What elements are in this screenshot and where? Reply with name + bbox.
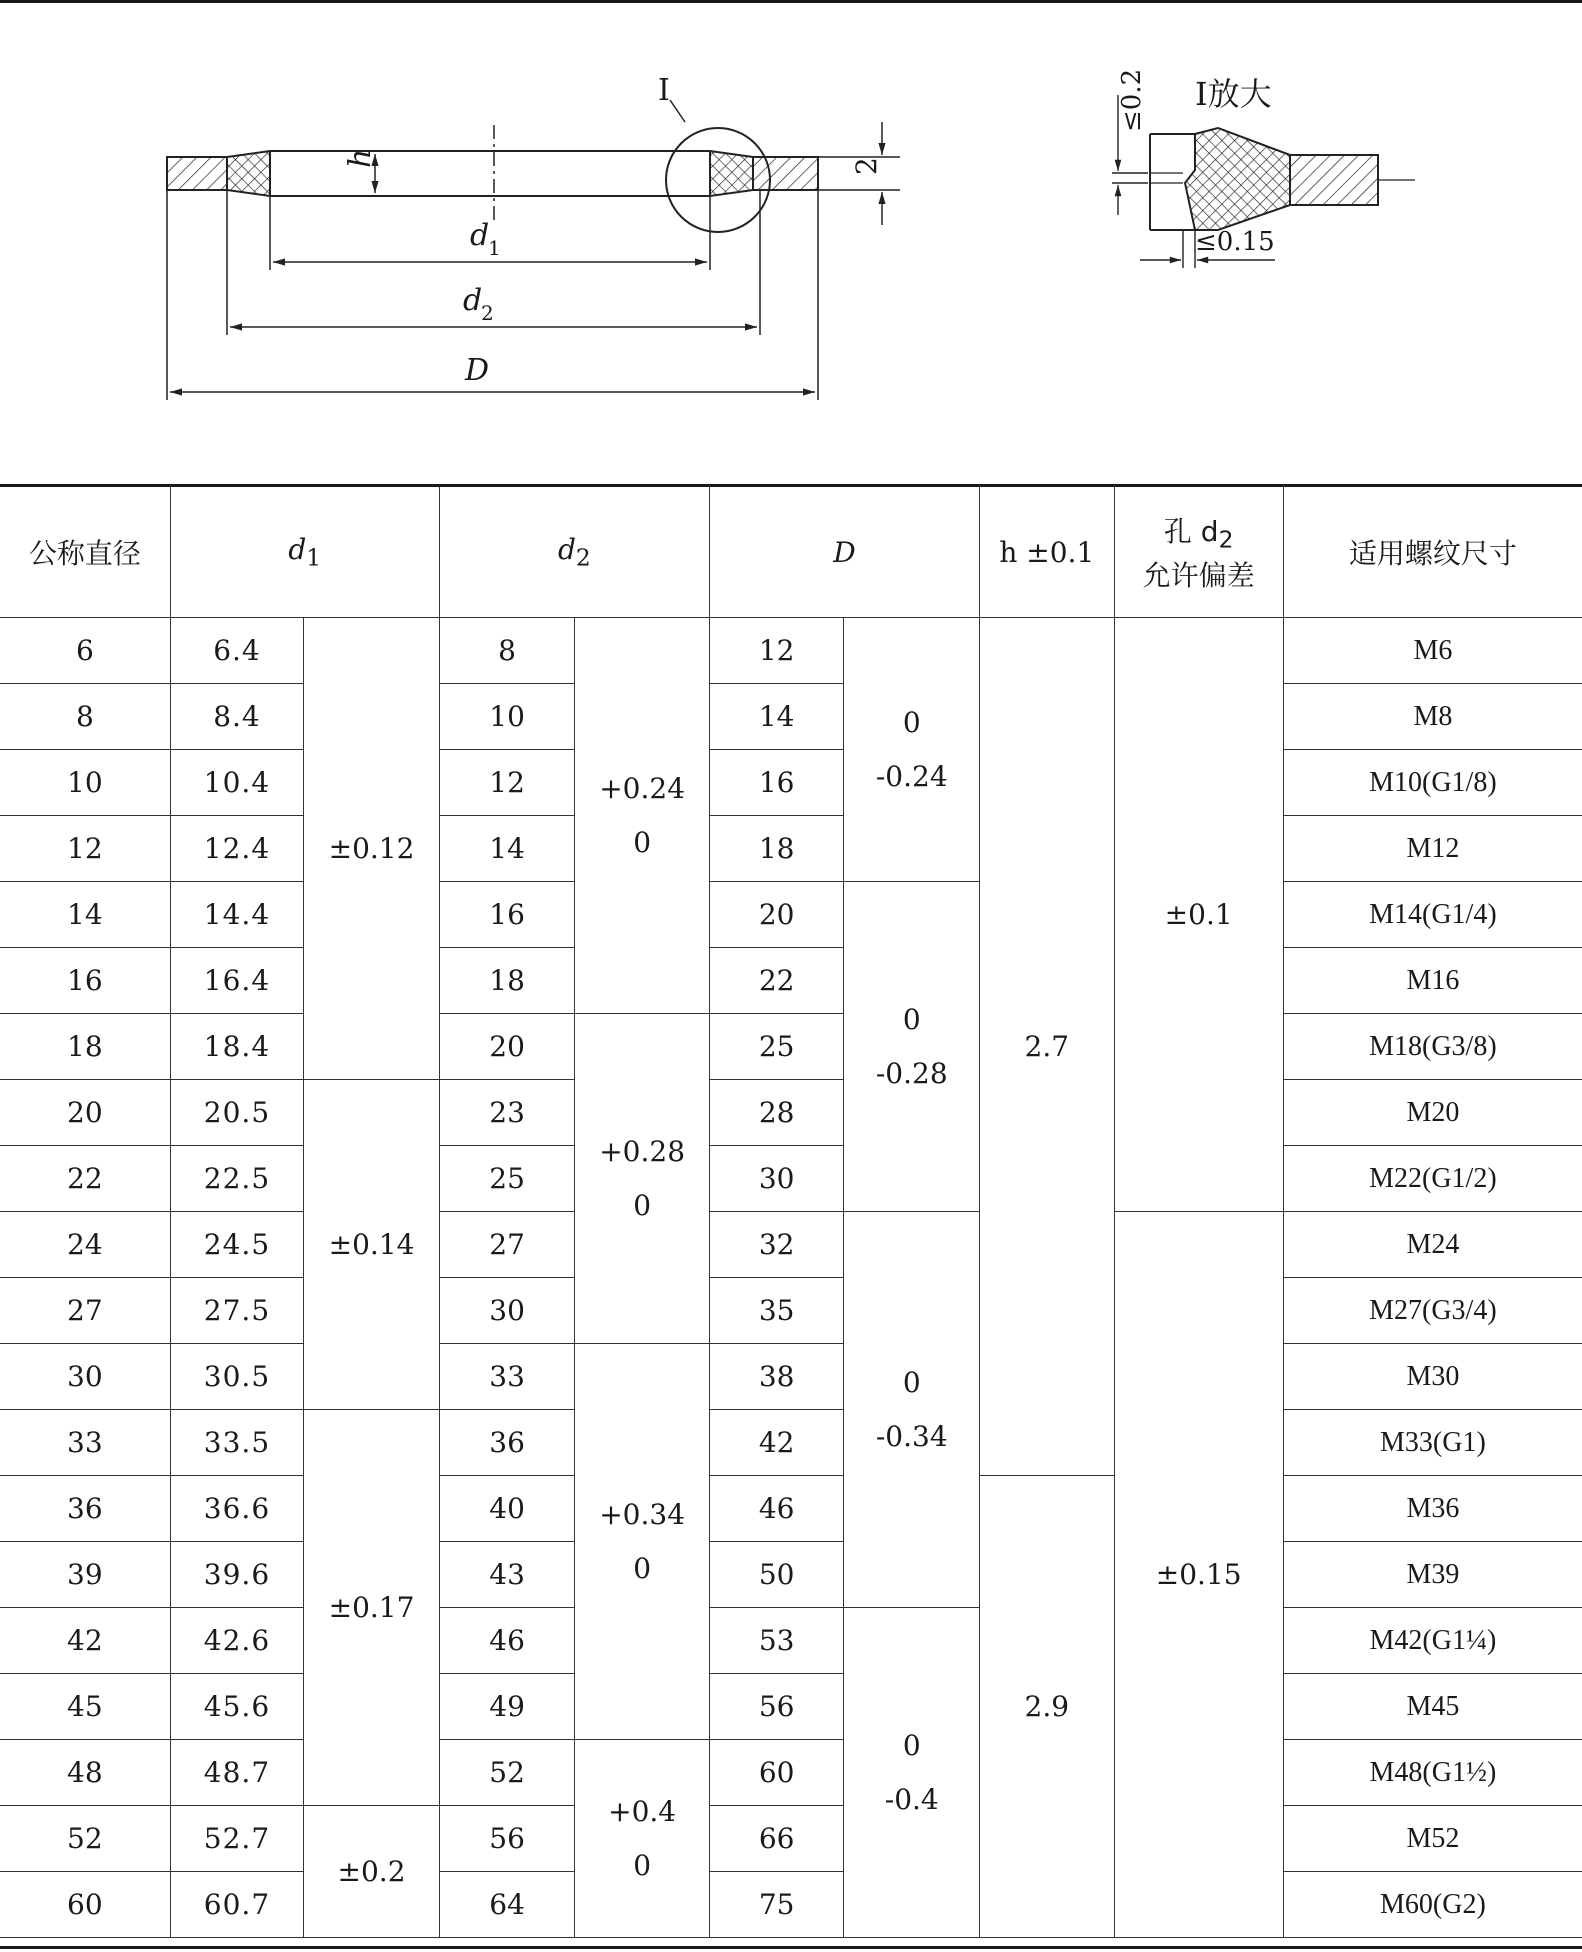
D-tolerance: 0 -0.34 xyxy=(844,1212,980,1608)
d2-cell: 64 xyxy=(439,1872,575,1938)
nominal-cell: 18 xyxy=(0,1014,170,1080)
d1-cell: 18.4 xyxy=(170,1014,304,1080)
d1-cell: 8.4 xyxy=(170,684,304,750)
table-row xyxy=(0,684,1582,750)
table-row xyxy=(0,1674,1582,1740)
thickness-label: 2 xyxy=(850,157,883,175)
D-cell: 20 xyxy=(709,882,844,948)
table-row xyxy=(0,1410,1582,1476)
thread-cell: M45 xyxy=(1283,1674,1582,1740)
header-thread: 适用螺纹尺寸 xyxy=(1283,486,1582,618)
d1-cell: 27.5 xyxy=(170,1278,304,1344)
d2-cell: 30 xyxy=(439,1278,575,1344)
nominal-cell: 6 xyxy=(0,618,170,684)
bottom-rule xyxy=(0,1946,1582,1949)
table-row xyxy=(0,1542,1582,1608)
d2-cell: 25 xyxy=(439,1146,575,1212)
header-d1: $d_1$ xyxy=(170,486,439,618)
table-row xyxy=(0,1476,1582,1542)
d1-tolerance: ±0.12 xyxy=(304,618,440,1080)
D-cell: 28 xyxy=(709,1080,844,1146)
D-cell: 35 xyxy=(709,1278,844,1344)
enlarged-title: Ⅰ放大 xyxy=(1195,75,1272,113)
nominal-cell: 10 xyxy=(0,750,170,816)
D-cell: 66 xyxy=(709,1806,844,1872)
D-cell: 22 xyxy=(709,948,844,1014)
D-cell: 25 xyxy=(709,1014,844,1080)
d1-label: d xyxy=(470,218,490,253)
table-row xyxy=(0,618,1582,684)
d1-sub: 1 xyxy=(488,236,501,260)
thread-cell: M52 xyxy=(1283,1806,1582,1872)
d1-cell: 60.7 xyxy=(170,1872,304,1938)
table-row xyxy=(0,1806,1582,1872)
D-cell: 38 xyxy=(709,1344,844,1410)
header-h: h ±0.1 xyxy=(980,486,1115,618)
header-row xyxy=(0,486,1582,618)
d1-cell: 48.7 xyxy=(170,1740,304,1806)
dim-0-2: ≤0.2 xyxy=(1117,68,1147,132)
nominal-cell: 22 xyxy=(0,1146,170,1212)
nominal-cell: 52 xyxy=(0,1806,170,1872)
table-row xyxy=(0,1014,1582,1080)
thread-cell: M8 xyxy=(1283,684,1582,750)
d1-cell: 14.4 xyxy=(170,882,304,948)
D-cell: 30 xyxy=(709,1146,844,1212)
d2-cell: 18 xyxy=(439,948,575,1014)
washer-drawing xyxy=(0,0,1582,460)
d2-cell: 43 xyxy=(439,1542,575,1608)
D-tolerance: 0 -0.4 xyxy=(844,1608,980,1938)
thread-cell: M24 xyxy=(1283,1212,1582,1278)
header-outer-d: D xyxy=(709,486,979,618)
d2-tolerance: +0.28 0 xyxy=(575,1014,710,1344)
table-row xyxy=(0,1278,1582,1344)
table-row xyxy=(0,1872,1582,1938)
d2-cell: 16 xyxy=(439,882,575,948)
thread-cell: M14(G1/4) xyxy=(1283,882,1582,948)
d2-cell: 46 xyxy=(439,1608,575,1674)
D-tolerance: 0 -0.28 xyxy=(844,882,980,1212)
d2-cell: 56 xyxy=(439,1806,575,1872)
nominal-cell: 60 xyxy=(0,1872,170,1938)
d2-cell: 40 xyxy=(439,1476,575,1542)
D-cell: 75 xyxy=(709,1872,844,1938)
table-row xyxy=(0,1740,1582,1806)
d2-cell: 33 xyxy=(439,1344,575,1410)
h-value: 2.9 xyxy=(980,1476,1115,1938)
nominal-cell: 42 xyxy=(0,1608,170,1674)
d2-cell: 14 xyxy=(439,816,575,882)
drawing-labels xyxy=(343,73,883,388)
spec-table xyxy=(0,484,1582,1938)
d1-cell: 33.5 xyxy=(170,1410,304,1476)
nominal-cell: 12 xyxy=(0,816,170,882)
d2-cell: 27 xyxy=(439,1212,575,1278)
thread-cell: M18(G3/8) xyxy=(1283,1014,1582,1080)
d1-cell: 16.4 xyxy=(170,948,304,1014)
d2-cell: 36 xyxy=(439,1410,575,1476)
d2-cell: 49 xyxy=(439,1674,575,1740)
thread-cell: M48(G1½) xyxy=(1283,1740,1582,1806)
d1-cell: 22.5 xyxy=(170,1146,304,1212)
table-row xyxy=(0,750,1582,816)
table-row xyxy=(0,882,1582,948)
thread-cell: M27(G3/4) xyxy=(1283,1278,1582,1344)
thread-cell: M16 xyxy=(1283,948,1582,1014)
d2-cell: 52 xyxy=(439,1740,575,1806)
d2-cell: 10 xyxy=(439,684,575,750)
section-view xyxy=(167,100,818,232)
d1-cell: 36.6 xyxy=(170,1476,304,1542)
d1-cell: 6.4 xyxy=(170,618,304,684)
nominal-cell: 30 xyxy=(0,1344,170,1410)
d2-tolerance: +0.4 0 xyxy=(575,1740,710,1938)
left-ring-hatch xyxy=(167,157,227,190)
d2-sub: 2 xyxy=(481,301,494,325)
right-ring-hatch xyxy=(753,157,818,190)
enlarged-ring xyxy=(1290,155,1378,205)
nominal-cell: 36 xyxy=(0,1476,170,1542)
D-cell: 56 xyxy=(709,1674,844,1740)
d1-cell: 10.4 xyxy=(170,750,304,816)
D-cell: 18 xyxy=(709,816,844,882)
d2-cell: 8 xyxy=(439,618,575,684)
hole-tolerance: ±0.15 xyxy=(1114,1212,1283,1938)
d2-cell: 12 xyxy=(439,750,575,816)
D-tolerance: 0 -0.24 xyxy=(844,618,980,882)
table-row xyxy=(0,1080,1582,1146)
nominal-cell: 14 xyxy=(0,882,170,948)
d2-tolerance: +0.34 0 xyxy=(575,1344,710,1740)
nominal-cell: 39 xyxy=(0,1542,170,1608)
D-cell: 14 xyxy=(709,684,844,750)
D-cell: 42 xyxy=(709,1410,844,1476)
right-seal xyxy=(710,151,753,196)
D-cell: 16 xyxy=(709,750,844,816)
thread-cell: M12 xyxy=(1283,816,1582,882)
d1-tolerance: ±0.2 xyxy=(304,1806,440,1938)
table-row xyxy=(0,948,1582,1014)
table-row xyxy=(0,816,1582,882)
thread-cell: M30 xyxy=(1283,1344,1582,1410)
thread-cell: M39 xyxy=(1283,1542,1582,1608)
nominal-cell: 33 xyxy=(0,1410,170,1476)
nominal-cell: 20 xyxy=(0,1080,170,1146)
enlarged-seal xyxy=(1185,128,1290,230)
h-value: 2.7 xyxy=(980,618,1115,1476)
h-label: h xyxy=(343,148,378,168)
thread-cell: M22(G1/2) xyxy=(1283,1146,1582,1212)
D-cell: 46 xyxy=(709,1476,844,1542)
nominal-cell: 27 xyxy=(0,1278,170,1344)
dim-0-15: ≤0.15 xyxy=(1195,227,1275,257)
hole-tolerance: ±0.1 xyxy=(1114,618,1283,1212)
D-cell: 53 xyxy=(709,1608,844,1674)
table-row xyxy=(0,1608,1582,1674)
nominal-cell: 24 xyxy=(0,1212,170,1278)
header-hole-tolerance: 孔 $d_2$ 允许偏差 xyxy=(1114,486,1283,618)
table-row xyxy=(0,1212,1582,1278)
enlarged-detail xyxy=(1150,128,1415,230)
nominal-cell: 45 xyxy=(0,1674,170,1740)
table-row xyxy=(0,1344,1582,1410)
d1-cell: 12.4 xyxy=(170,816,304,882)
detail-mark: I xyxy=(658,73,670,108)
nominal-cell: 48 xyxy=(0,1740,170,1806)
thread-cell: M20 xyxy=(1283,1080,1582,1146)
d1-cell: 42.6 xyxy=(170,1608,304,1674)
d2-cell: 20 xyxy=(439,1014,575,1080)
header-nominal: 公称直径 xyxy=(0,486,170,618)
D-cell: 60 xyxy=(709,1740,844,1806)
header-d2: $d_2$ xyxy=(439,486,709,618)
table-row xyxy=(0,1146,1582,1212)
D-cell: 12 xyxy=(709,618,844,684)
d1-cell: 24.5 xyxy=(170,1212,304,1278)
d1-cell: 39.6 xyxy=(170,1542,304,1608)
d1-cell: 20.5 xyxy=(170,1080,304,1146)
thread-cell: M42(G1¼) xyxy=(1283,1608,1582,1674)
d2-tolerance: +0.24 0 xyxy=(575,618,710,1014)
d2-cell: 23 xyxy=(439,1080,575,1146)
outer-d-label: D xyxy=(465,353,490,388)
d1-cell: 30.5 xyxy=(170,1344,304,1410)
D-cell: 50 xyxy=(709,1542,844,1608)
d1-tolerance: ±0.14 xyxy=(304,1080,440,1410)
d2-label: d xyxy=(463,283,483,318)
thread-cell: M36 xyxy=(1283,1476,1582,1542)
thread-cell: M6 xyxy=(1283,618,1582,684)
d1-cell: 52.7 xyxy=(170,1806,304,1872)
nominal-cell: 16 xyxy=(0,948,170,1014)
thread-cell: M60(G2) xyxy=(1283,1872,1582,1938)
nominal-cell: 8 xyxy=(0,684,170,750)
d1-tolerance: ±0.17 xyxy=(304,1410,440,1806)
thread-cell: M10(G1/8) xyxy=(1283,750,1582,816)
left-seal xyxy=(227,151,270,196)
thread-cell: M33(G1) xyxy=(1283,1410,1582,1476)
d1-cell: 45.6 xyxy=(170,1674,304,1740)
D-cell: 32 xyxy=(709,1212,844,1278)
